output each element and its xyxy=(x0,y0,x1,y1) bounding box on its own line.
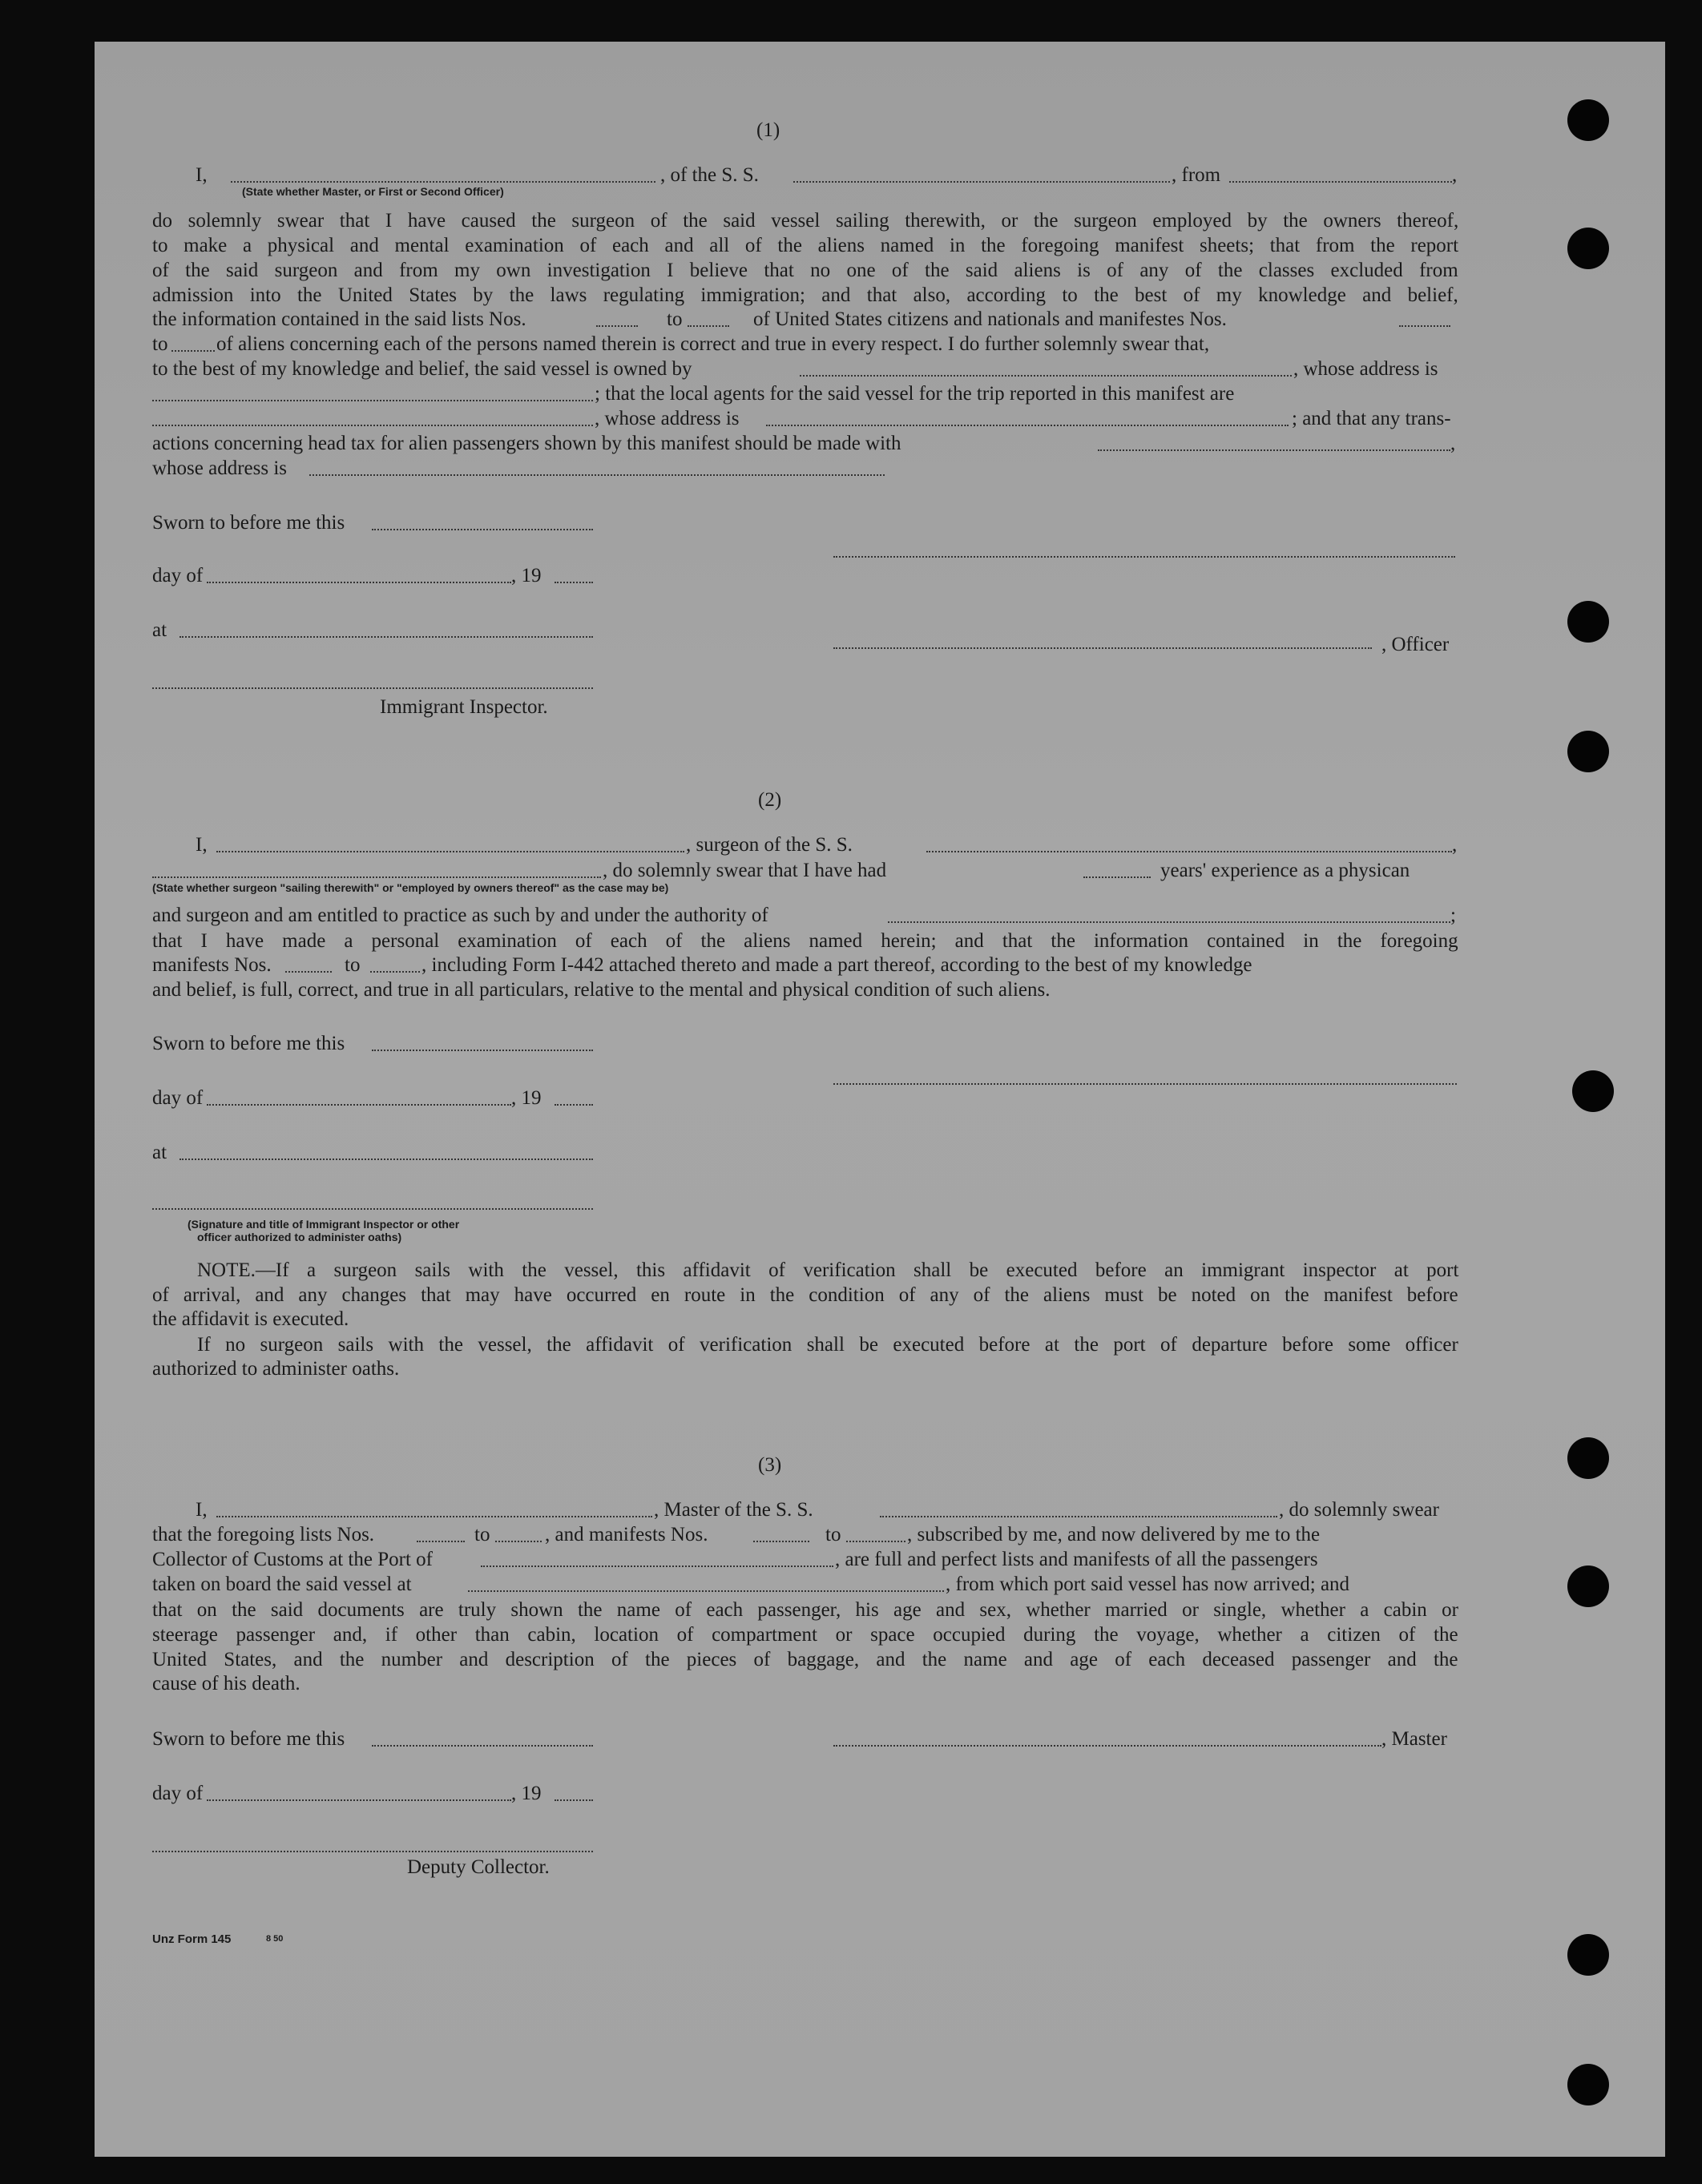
s2-line3-b: ; xyxy=(1450,905,1456,926)
s2-line6: and belief, is full, correct, and true in all particulars, relative to the mental and physical condition of such aliens. xyxy=(152,979,1051,1001)
s3-nineteen: , 19 xyxy=(511,1783,542,1804)
s2-lead: I, xyxy=(196,834,208,856)
s3-deputy: Deputy Collector. xyxy=(407,1856,550,1878)
s2-line3-a: and surgeon and am entitled to practice as such by and under the authority of xyxy=(152,905,768,926)
s1-owned-a: to the best of my knowledge and belief, the said vessel is owned by xyxy=(152,358,692,380)
s3-line4-a: taken on board the said vessel at xyxy=(152,1574,412,1595)
s1-agents-field[interactable] xyxy=(152,425,593,426)
s1-last-a: whose address is xyxy=(152,457,288,479)
s1-info-c: of United States citizens and nationals and manifestes Nos. xyxy=(753,308,1227,330)
s1-from-field[interactable] xyxy=(1229,181,1452,183)
s2-ship-field[interactable] xyxy=(926,851,1452,852)
s1-inspector-line[interactable] xyxy=(152,687,593,689)
s1-body-4 xyxy=(152,284,1458,307)
s1-body-2 xyxy=(152,235,1458,257)
s3-line2-e: , subscribed by me, and now delivered by me to the xyxy=(907,1524,1321,1545)
s3-sworn: Sworn to before me this xyxy=(152,1728,345,1750)
s2-nineteen: , 19 xyxy=(511,1087,542,1109)
s3-master: , Master xyxy=(1381,1728,1447,1750)
s2-surgeon-label: , surgeon of the S. S. xyxy=(686,834,853,856)
s3-deputy-line[interactable] xyxy=(152,1851,593,1852)
s1-to-a: to xyxy=(152,333,168,355)
note-line-1 xyxy=(197,1259,1458,1282)
s1-whose-a: , whose address is xyxy=(595,408,740,429)
s1-body-3-text: of the said surgeon and from my own investigation I believe that no one of the said aliens is of any of the classes excluded from xyxy=(152,260,1458,281)
punch-hole-5 xyxy=(1572,1070,1614,1112)
s3-body-1 xyxy=(152,1599,1458,1622)
s1-sworn: Sworn to before me this xyxy=(152,512,345,534)
s3-line4-b: , from which port said vessel has now arrived; and xyxy=(946,1574,1350,1595)
s1-body-4-text: admission into the United States by the laws regulating immigration; and that also, according to the best of my knowledge and belief, xyxy=(152,284,1458,306)
s3-end: , do solemnly swear xyxy=(1279,1499,1439,1521)
s1-owner-address-field[interactable] xyxy=(152,400,593,401)
s1-actions-a: actions concerning head tax for alien passengers shown by this manifest should be made with xyxy=(152,433,901,454)
punch-hole-6 xyxy=(1567,1437,1609,1479)
s2-line2-b: years' experience as a physican xyxy=(1160,860,1410,881)
note-line-1-text: NOTE.—If a surgeon sails with the vessel, this affidavit of verification shall be executed before an immigrant inspector at port xyxy=(197,1259,1459,1281)
s1-body-3 xyxy=(152,260,1458,282)
s1-at-field[interactable] xyxy=(179,636,593,638)
s2-line5-b: to xyxy=(345,954,361,976)
s3-line2-b: to xyxy=(474,1524,490,1545)
s2-line5-a: manifests Nos. xyxy=(152,954,272,976)
s1-officer-line[interactable] xyxy=(833,647,1372,649)
s1-lists-to[interactable] xyxy=(688,325,729,327)
s1-body-1-text: do solemnly swear that I have caused the surgeon of the said vessel sailing therewith, or the surgeon employed by the owners thereof, xyxy=(152,210,1459,232)
s3-line3-b: , are full and perfect lists and manifests of all the passengers xyxy=(835,1549,1318,1570)
s3-body-1-text: that on the said documents are truly shown the name of each passenger, his age and sex, whether married or single, whether a cabin or xyxy=(152,1599,1458,1621)
s1-signature-line[interactable] xyxy=(833,556,1455,558)
s2-end: , xyxy=(1452,834,1458,856)
s1-headtax-field[interactable] xyxy=(1098,449,1450,451)
s2-line5-c: , including Form I-442 attached thereto and made a part thereof, according to the best of my knowledge xyxy=(421,954,1252,976)
s2-at-field[interactable] xyxy=(179,1158,593,1160)
s3-body-2-text: steerage passenger and, if other than cabin, location of compartment or space occupied during the voyage, whether a citizen of the xyxy=(152,1624,1458,1646)
s3-master-field[interactable] xyxy=(216,1516,652,1517)
s3-lead: I, xyxy=(196,1499,208,1521)
s2-line4-text: that I have made a personal examination of each of the aliens named herein; and that the information contained in the foregoing xyxy=(152,930,1458,952)
s3-dayof: day of xyxy=(152,1783,204,1804)
s1-year-field[interactable] xyxy=(555,582,593,583)
punch-hole-4 xyxy=(1567,731,1609,772)
s3-line2-a: that the foregoing lists Nos. xyxy=(152,1524,375,1545)
s1-whose-b: ; and that any trans- xyxy=(1292,408,1451,429)
s1-agents-address-field[interactable] xyxy=(766,425,1289,426)
s3-line2-d: to xyxy=(825,1524,841,1545)
punch-hole-2 xyxy=(1567,228,1609,269)
punch-hole-1 xyxy=(1567,99,1609,141)
s2-surgeon-type-field[interactable] xyxy=(152,876,601,878)
s3-sworn-field[interactable] xyxy=(372,1745,593,1747)
s3-master-label: , Master of the S. S. xyxy=(654,1499,813,1521)
s3-lists-to[interactable] xyxy=(495,1541,542,1542)
s1-headtax-address-field[interactable] xyxy=(309,474,885,476)
s1-owner-field[interactable] xyxy=(800,375,1292,377)
s3-year-field[interactable] xyxy=(555,1799,593,1801)
section-3-number: (3) xyxy=(758,1454,782,1476)
s1-dayof: day of xyxy=(152,565,204,586)
s2-day-field[interactable] xyxy=(207,1104,511,1106)
s3-body-3-text: United States, and the number and description of the pieces of baggage, and the name and age of each deceased passenger and the xyxy=(152,1649,1458,1670)
s1-to-field[interactable] xyxy=(171,350,215,352)
note-line-2 xyxy=(152,1284,1458,1307)
footer-form: Unz Form 145 xyxy=(152,1932,232,1946)
s1-to-b: of aliens concerning each of the persons named therein is correct and true in every respect. I do further solemnly swear that, xyxy=(216,333,1210,355)
s2-year-field[interactable] xyxy=(555,1104,593,1106)
punch-hole-7 xyxy=(1567,1565,1609,1607)
note-line-4-text: If no surgeon sails with the vessel, the affidavit of verification shall be executed before at the port of departure before some officer xyxy=(197,1334,1458,1356)
s1-info-b: to xyxy=(667,308,683,330)
s2-manifest-to[interactable] xyxy=(370,971,420,973)
note-line-3: the affidavit is executed. xyxy=(152,1308,349,1330)
punch-hole-3 xyxy=(1567,601,1609,643)
s1-sworn-field[interactable] xyxy=(372,529,593,530)
s1-info-a: the information contained in the said lists Nos. xyxy=(152,308,526,330)
s1-actions-b: , xyxy=(1450,433,1456,454)
s1-at: at xyxy=(152,619,167,641)
s1-from-label: , from xyxy=(1172,164,1221,186)
s2-dayof: day of xyxy=(152,1087,204,1109)
s1-officer-field[interactable] xyxy=(231,181,655,183)
s1-officer-note: (State whether Master, or First or Second Officer) xyxy=(242,185,504,198)
s2-signature-note-2: officer authorized to administer oaths) xyxy=(197,1231,402,1243)
s1-nineteen: , 19 xyxy=(511,565,542,586)
note-line-4 xyxy=(197,1334,1458,1356)
s1-lists-from[interactable] xyxy=(596,325,638,327)
s2-sworn-field[interactable] xyxy=(372,1050,593,1051)
s2-surgeon-field[interactable] xyxy=(216,851,684,852)
s2-signature-note-1: (Signature and title of Immigrant Inspector or other xyxy=(188,1218,460,1231)
s1-day-field[interactable] xyxy=(207,582,511,583)
s3-body-4: cause of his death. xyxy=(152,1673,300,1694)
s1-manifest-no[interactable] xyxy=(1399,325,1450,327)
footer-code: 8 50 xyxy=(266,1934,284,1944)
s1-end: , xyxy=(1452,164,1458,186)
punch-hole-9 xyxy=(1567,2064,1609,2105)
s3-ship-field[interactable] xyxy=(880,1516,1277,1517)
s2-surgeon-note: (State whether surgeon "sailing therewith" or "employed by owners thereof" as the case may be) xyxy=(152,881,669,894)
s3-board-field[interactable] xyxy=(468,1590,944,1592)
s2-manifest-from[interactable] xyxy=(285,971,332,973)
s1-officer: , Officer xyxy=(1381,634,1450,655)
s3-line3-a: Collector of Customs at the Port of xyxy=(152,1549,433,1570)
s1-lead: I, xyxy=(196,164,208,186)
s2-line2-a: , do solemnly swear that I have had xyxy=(603,860,887,881)
s2-at: at xyxy=(152,1142,167,1163)
s2-line4 xyxy=(152,930,1458,953)
s1-ss-label: , of the S. S. xyxy=(660,164,759,186)
s1-ship-field[interactable] xyxy=(793,181,1170,183)
s3-body-2 xyxy=(152,1624,1458,1646)
s2-signature-line[interactable] xyxy=(833,1083,1457,1085)
s1-inspector: Immigrant Inspector. xyxy=(380,696,548,718)
s2-authority-field[interactable] xyxy=(888,921,1450,923)
s3-line2-c: , and manifests Nos. xyxy=(545,1524,708,1545)
s1-body-2-text: to make a physical and mental examination of each and all of the aliens named in the foregoing manifest sheets; that from the report xyxy=(152,235,1459,256)
s3-port-field[interactable] xyxy=(481,1565,833,1567)
s1-owned-b: , whose address is xyxy=(1293,358,1438,380)
s1-body-1 xyxy=(152,210,1458,232)
s2-inspector-line[interactable] xyxy=(152,1208,593,1210)
section-1-number: (1) xyxy=(756,119,780,141)
s2-sworn: Sworn to before me this xyxy=(152,1033,345,1054)
punch-hole-8 xyxy=(1567,1934,1609,1976)
s3-manifests-to[interactable] xyxy=(846,1541,905,1542)
s3-lists-from[interactable] xyxy=(417,1541,465,1542)
s1-agents-a: ; that the local agents for the said vessel for the trip reported in this manifest are xyxy=(595,383,1235,405)
note-line-2-text: of arrival, and any changes that may have occurred en route in the condition of any of the aliens must be noted on the manifest before xyxy=(152,1284,1458,1306)
note-line-5: authorized to administer oaths. xyxy=(152,1358,400,1380)
section-2-number: (2) xyxy=(758,789,782,811)
s3-body-3 xyxy=(152,1649,1458,1671)
s3-manifests-from[interactable] xyxy=(753,1541,809,1542)
s3-day-field[interactable] xyxy=(207,1799,511,1801)
s2-years-field[interactable] xyxy=(1083,876,1151,878)
s3-master-signature-line[interactable] xyxy=(833,1745,1381,1747)
